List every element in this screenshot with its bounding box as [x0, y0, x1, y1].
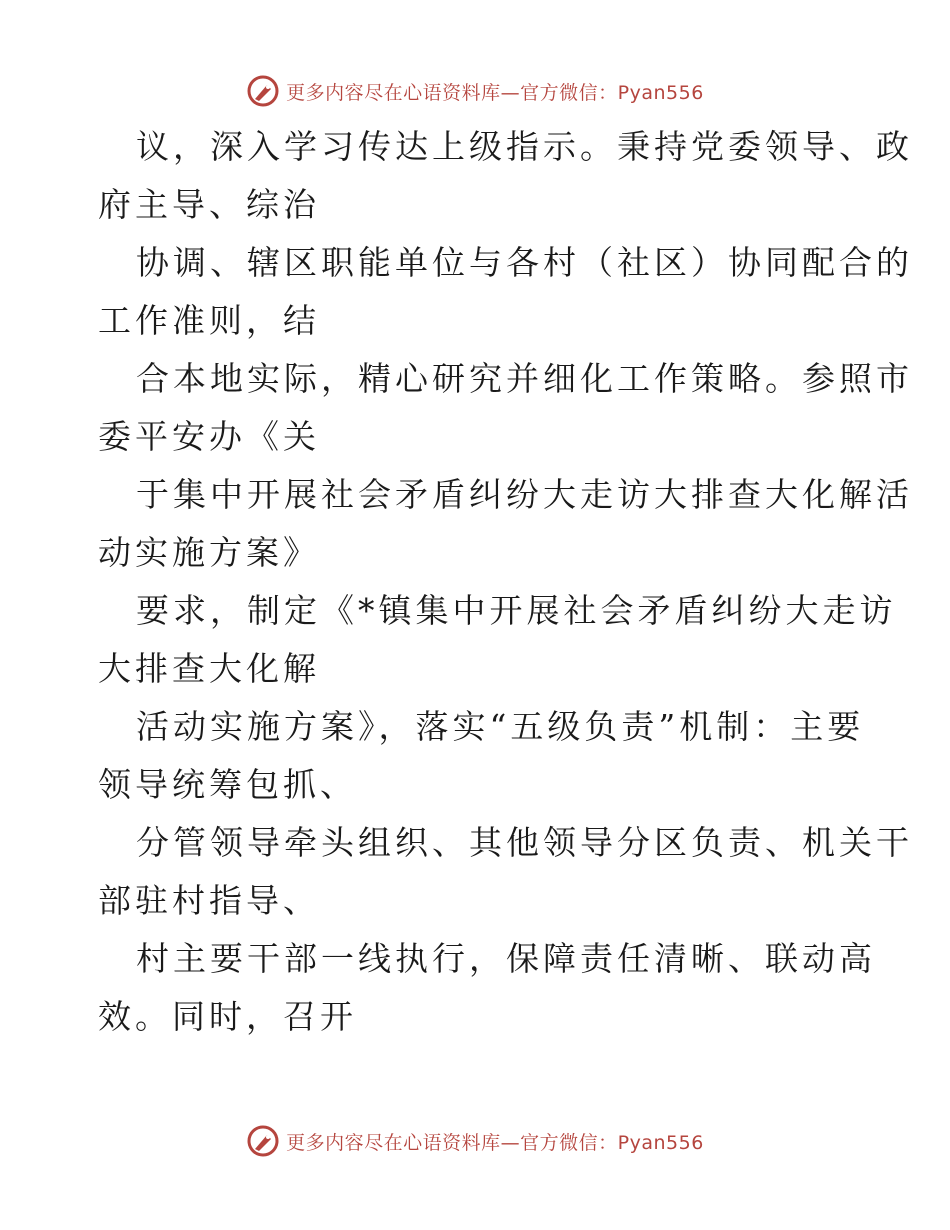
text-line: 动实施方案》 [98, 533, 320, 572]
text-line: 村主要干部一线执行，保障责任清晰、联动高 [136, 939, 876, 978]
text-line: 活动实施方案》，落实“五级负责”机制：主要 [136, 707, 865, 746]
watermark-text: 更多内容尽在心语资料库—官方微信：Pyan556 [286, 81, 704, 104]
watermark-text: 更多内容尽在心语资料库—官方微信：Pyan556 [286, 1131, 704, 1154]
text-line: 委平安办《关 [98, 417, 320, 456]
text-line: 于集中开展社会矛盾纠纷大走访大排查大化解活 [136, 475, 913, 514]
text-line: 分管领导牵头组织、其他领导分区负责、机关干 [136, 823, 913, 862]
text-line: 要求，制定《*镇集中开展社会矛盾纠纷大走访 [136, 591, 897, 630]
text-line: 部驻村指导、 [98, 881, 320, 920]
header-watermark [0, 71, 950, 111]
text-line: 领导统筹包抓、 [98, 765, 357, 804]
text-line: 府主导、综治 [98, 185, 320, 224]
text-line: 合本地实际，精心研究并细化工作策略。参照市 [136, 359, 913, 398]
text-line: 效。同时，召开 [98, 997, 357, 1036]
footer-watermark [0, 1121, 950, 1161]
document-body [98, 118, 913, 1046]
pen-nib-logo-icon [246, 1124, 280, 1158]
text-line: 协调、辖区职能单位与各村（社区）协同配合的 [136, 243, 913, 282]
text-line: 议，深入学习传达上级指示。秉持党委领导、政 [136, 127, 913, 166]
pen-nib-logo-icon [246, 74, 280, 108]
text-line: 大排查大化解 [98, 649, 320, 688]
text-line: 工作准则，结 [98, 301, 320, 340]
